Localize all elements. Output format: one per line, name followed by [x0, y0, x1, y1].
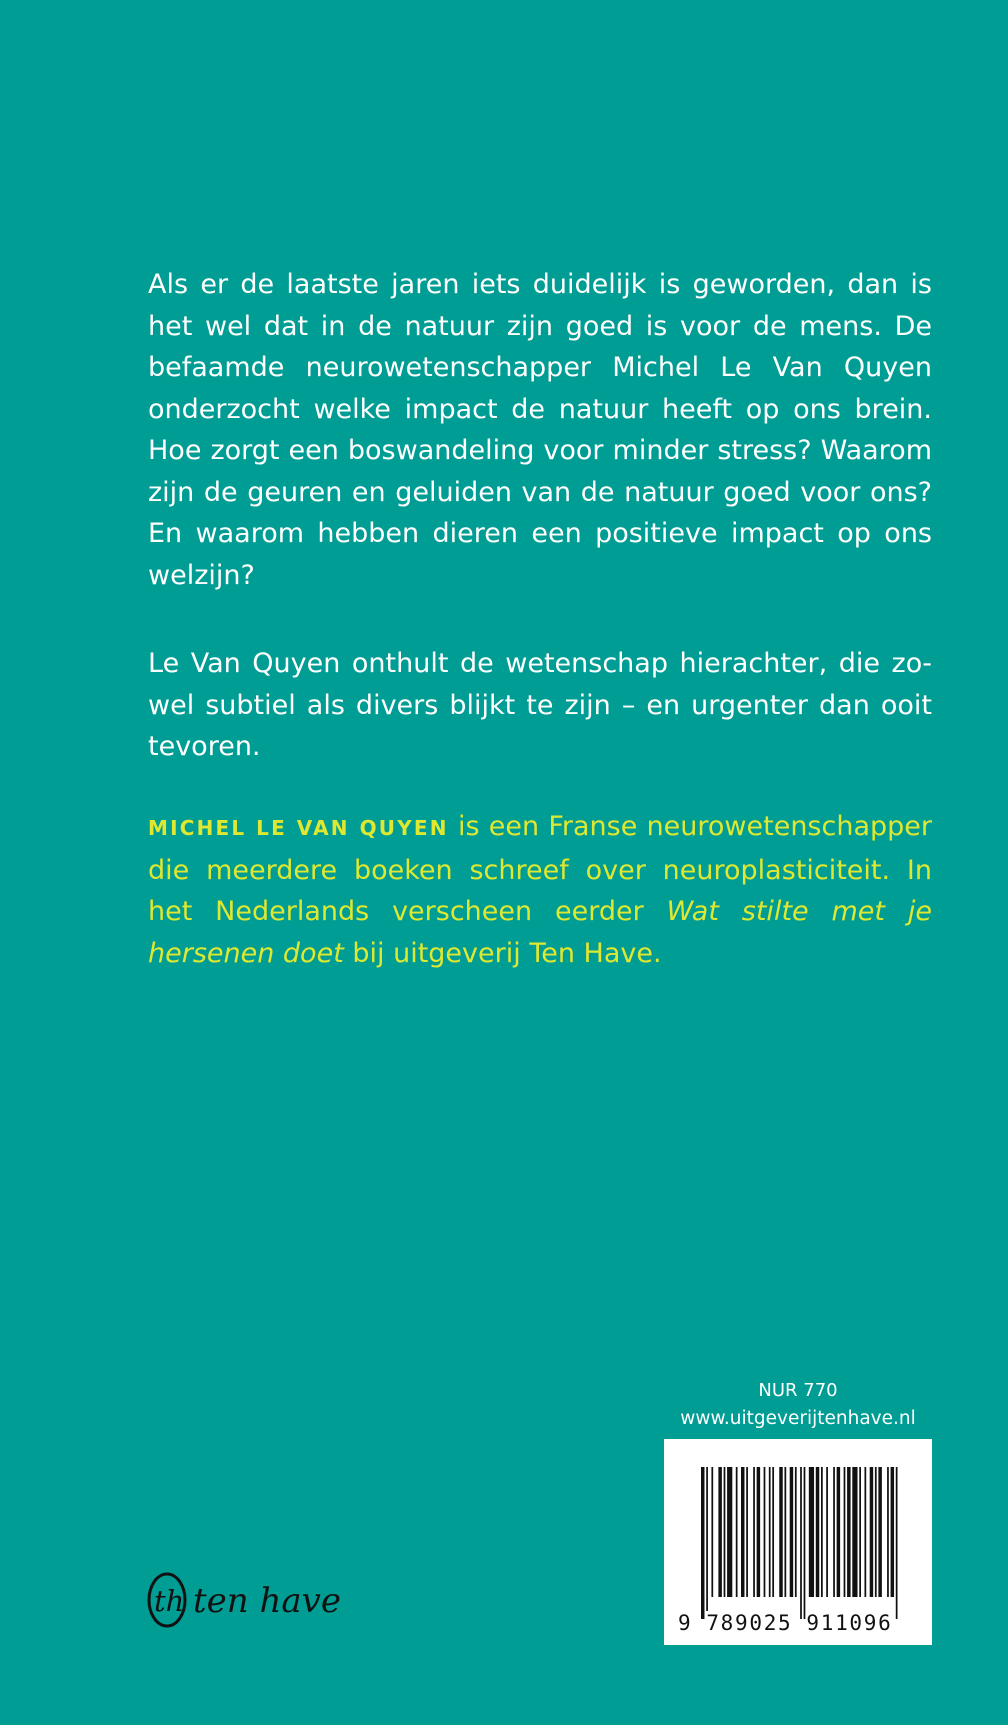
nur-code: NUR 770: [758, 1380, 838, 1401]
barcode-bar: [764, 1467, 766, 1597]
barcode-bar: [772, 1467, 774, 1597]
barcode-bar: [804, 1467, 806, 1619]
barcode-bar: [844, 1467, 846, 1597]
barcode-bar: [701, 1467, 704, 1619]
barcode-bar: [746, 1467, 748, 1597]
barcode-bar: [816, 1467, 819, 1597]
barcode-bar: [741, 1467, 744, 1597]
barcode-bar: [718, 1467, 721, 1597]
barcode-bar: [837, 1467, 840, 1597]
barcode-bar: [826, 1467, 828, 1597]
blurb-paragraph-2: Le Van Quyen onthult de wetenschap hierachter, die zowel subtiel als divers blijkt te zijn – en urgenter dan ooit tevoren.: [148, 648, 932, 762]
barcode-bar: [795, 1467, 797, 1597]
author-bio-text-1: is een Franse neurowetenschapper die meerdere boeken schreef over neuroplasticiteit. In het Nederlands verscheen eerder: [148, 811, 932, 927]
barcode-bar: [821, 1467, 823, 1597]
barcode-bar: [833, 1467, 835, 1597]
barcode-bar: [847, 1467, 850, 1597]
barcode-bar: [864, 1467, 866, 1597]
barcode-bar: [859, 1467, 861, 1597]
barcode-bar: [779, 1467, 782, 1597]
publisher-website: www.uitgeverijtenhave.nl: [680, 1408, 916, 1429]
barcode-digits-left: 789025: [706, 1611, 793, 1635]
barcode-bar: [706, 1467, 708, 1619]
barcode-digit-first: 9: [678, 1611, 693, 1635]
barcode-bar: [711, 1467, 713, 1597]
barcode-number: [678, 1611, 922, 1635]
barcode-bar: [870, 1467, 873, 1597]
barcode-bar: [891, 1467, 894, 1597]
previous-book-title: Wat stilte met je hersenen doet: [148, 896, 932, 969]
blurb-paragraph-1: Als er de laatste jaren iets duidelijk is geworden, dan is het wel dat in de natuur zijn goed is voor de mens. De befaamde neurowetenschapper Michel Le Van Quyen onderzocht welke impact de natuur heeft op ons brein. Hoe zorgt een boswandeling voor minder stress? Waarom zijn de geuren en geluiden van de natuur goed voor ons? En waarom hebben dieren een positieve impact op ons welzijn?: [148, 269, 932, 591]
barcode: [664, 1439, 932, 1645]
barcode-bar: [875, 1467, 877, 1597]
barcode-digits-right: 911096: [806, 1611, 893, 1635]
barcode-bar: [790, 1467, 793, 1597]
barcode-bar: [896, 1467, 898, 1619]
th-monogram-logo-icon: [145, 1568, 385, 1632]
barcode-bar: [887, 1467, 889, 1597]
ean-barcode-icon: [701, 1467, 901, 1619]
svg-text:th: th: [154, 1584, 185, 1618]
barcode-bar: [800, 1467, 802, 1619]
barcode-bar: [784, 1467, 786, 1597]
author-name: MICHEL LE VAN QUYEN: [148, 816, 449, 840]
author-bio-text-2: bij uitgeverij Ten Have.: [343, 937, 662, 969]
barcode-bar: [809, 1467, 814, 1597]
author-bio: [148, 806, 932, 974]
barcode-bar: [769, 1467, 771, 1597]
barcode-bar: [753, 1467, 755, 1597]
barcode-bar: [727, 1467, 732, 1597]
publisher-logo: [145, 1568, 385, 1632]
barcode-bar: [878, 1467, 881, 1597]
barcode-bar: [736, 1467, 738, 1597]
barcode-bar: [757, 1467, 760, 1597]
publisher-logo-text: ten have: [193, 1581, 341, 1621]
barcode-bar: [852, 1467, 857, 1597]
barcode-bar: [724, 1467, 726, 1597]
